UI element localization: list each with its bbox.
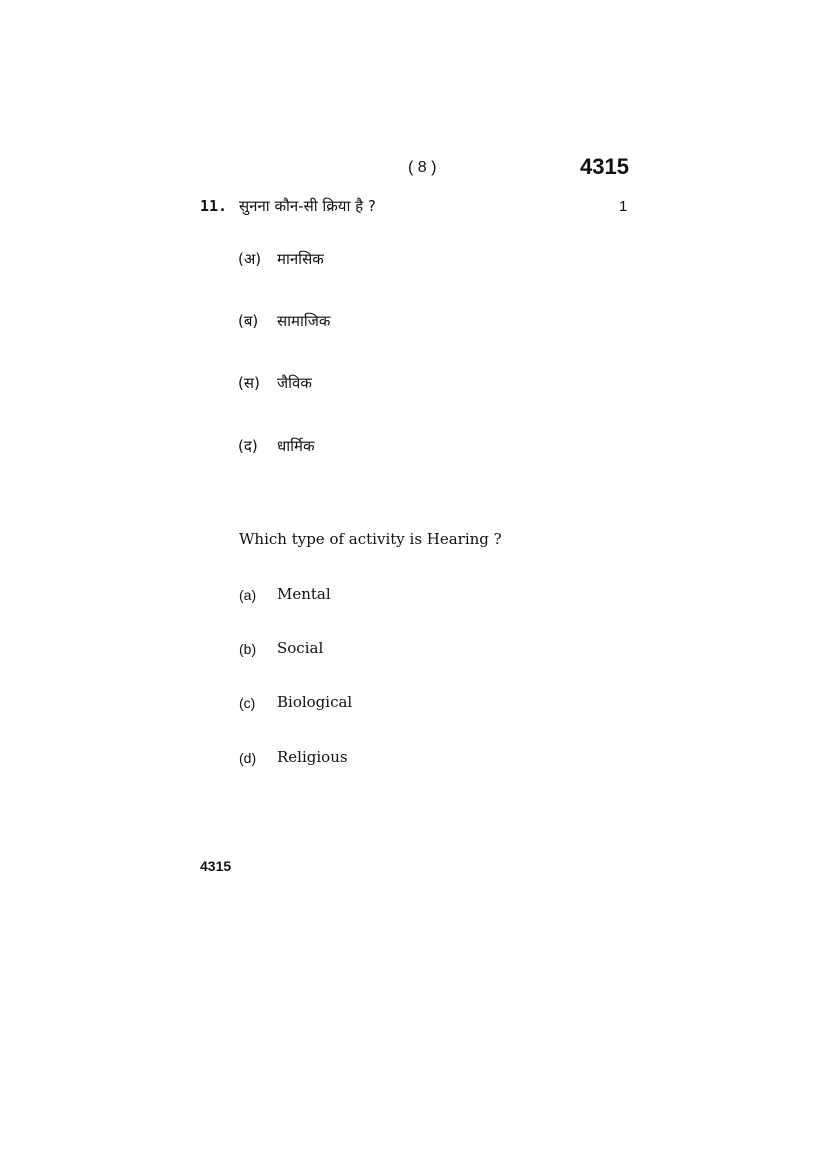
option-text-hindi: सामाजिक	[277, 312, 331, 330]
page-number: ( 8 )	[408, 159, 437, 176]
question-text-hindi: सुनना कौन-सी क्रिया है ?	[239, 197, 376, 215]
question-marks: 1	[619, 198, 628, 215]
option-text-hindi: मानसिक	[277, 250, 324, 268]
option-label-english: (a)	[239, 587, 257, 603]
option-text-hindi: धार्मिक	[277, 437, 315, 455]
option-text-hindi: जैविक	[277, 374, 312, 392]
option-text-english: Biological	[277, 693, 353, 711]
question-text-english: Which type of activity is Hearing ?	[239, 530, 502, 548]
option-label-english: (d)	[239, 750, 257, 766]
paper-code-header: 4315	[580, 154, 629, 179]
option-text-english: Mental	[277, 585, 331, 603]
option-label-english: (c)	[239, 695, 256, 711]
option-text-english: Social	[277, 639, 324, 657]
question-number: 11.	[200, 197, 228, 215]
option-label-hindi: (स)	[238, 374, 260, 392]
option-label-hindi: (द)	[238, 437, 258, 455]
option-label-english: (b)	[239, 641, 257, 657]
option-label-hindi: (अ)	[238, 250, 262, 268]
paper-code-footer: 4315	[200, 858, 232, 874]
option-label-hindi: (ब)	[238, 312, 259, 330]
option-text-english: Religious	[277, 748, 348, 766]
